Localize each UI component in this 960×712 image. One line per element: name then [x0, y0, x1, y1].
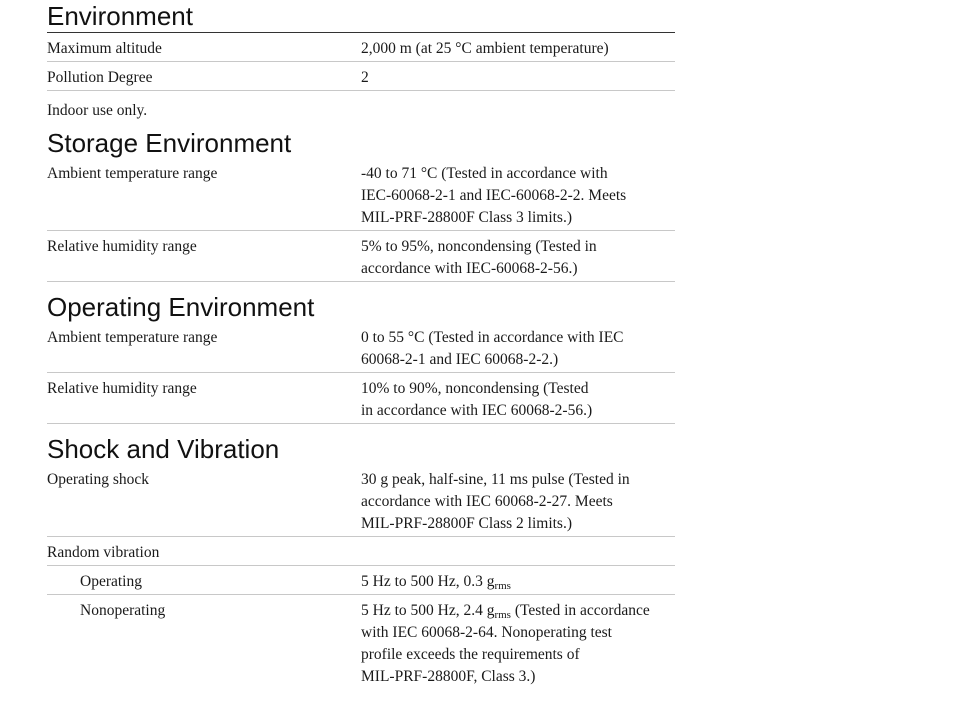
- value-line: 60068-2-1 and IEC 60068-2-2.): [361, 351, 559, 368]
- row-label: Operating shock: [47, 471, 150, 488]
- row-label: Relative humidity range: [47, 238, 197, 255]
- value-line: accordance with IEC 60068-2-27. Meets: [361, 493, 613, 510]
- value-line: profile exceeds the requirements of: [361, 646, 580, 663]
- value-line: MIL-PRF-28800F Class 2 limits.): [361, 515, 572, 532]
- value-text: (Tested in accordance: [510, 602, 650, 619]
- row-value: [361, 236, 675, 280]
- value-line: 30 g peak, half-sine, 11 ms pulse (Tested in: [361, 471, 630, 488]
- row-value: [361, 600, 675, 688]
- table-row: [47, 158, 675, 231]
- row-value: [361, 378, 675, 422]
- value-line: MIL-PRF-28800F Class 3 limits.): [361, 209, 572, 226]
- shock-vibration-heading: Shock and Vibration: [47, 434, 280, 464]
- value-line: MIL-PRF-28800F, Class 3.): [361, 668, 536, 685]
- row-label: Nonoperating: [80, 602, 166, 619]
- value-line: -40 to 71 °C (Tested in accordance with: [361, 165, 608, 182]
- value-text: 5 Hz to 500 Hz, 2.4 g: [361, 602, 495, 619]
- value-subscript: rms: [494, 609, 511, 621]
- row-label: Maximum altitude: [47, 40, 162, 57]
- value-line: with IEC 60068-2-64. Nonoperating test: [361, 624, 612, 641]
- indoor-note: Indoor use only.: [47, 102, 148, 119]
- row-value: 2: [361, 69, 369, 86]
- table-row: [47, 566, 675, 595]
- value-line: in accordance with IEC 60068-2-56.): [361, 402, 593, 419]
- row-label: Ambient temperature range: [47, 329, 218, 346]
- table-row: [47, 62, 675, 91]
- value-line: 10% to 90%, noncondensing (Tested: [361, 380, 589, 397]
- row-value: [361, 469, 675, 535]
- row-label: Ambient temperature range: [47, 165, 218, 182]
- environment-heading: Environment: [47, 0, 675, 33]
- value-line: accordance with IEC-60068-2-56.): [361, 260, 578, 277]
- row-label: Operating: [80, 573, 142, 590]
- table-row: [47, 595, 675, 689]
- row-value: 2,000 m (at 25 °C ambient temperature): [361, 40, 609, 57]
- value-text: 5 Hz to 500 Hz, 0.3 g: [361, 573, 495, 590]
- value-line: 5% to 95%, noncondensing (Tested in: [361, 238, 597, 255]
- value-line: IEC-60068-2-1 and IEC-60068-2-2. Meets: [361, 187, 627, 204]
- value-line: 0 to 55 °C (Tested in accordance with IEC: [361, 329, 624, 346]
- table-row: [47, 537, 675, 566]
- value-line: [361, 600, 675, 622]
- row-label: Pollution Degree: [47, 69, 153, 86]
- table-row: [47, 373, 675, 424]
- row-value: [361, 163, 675, 229]
- row-value: [361, 571, 675, 593]
- row-value: [361, 327, 675, 371]
- row-label: Random vibration: [47, 544, 160, 561]
- storage-environment-heading: Storage Environment: [47, 128, 292, 158]
- value-subscript: rms: [494, 580, 511, 592]
- table-row: [47, 231, 675, 282]
- table-row: [47, 464, 675, 537]
- table-row: [47, 33, 675, 62]
- operating-environment-heading: Operating Environment: [47, 292, 315, 322]
- row-label: Relative humidity range: [47, 380, 197, 397]
- row-value: [361, 542, 675, 564]
- table-row: [47, 322, 675, 373]
- spec-document: [47, 0, 675, 689]
